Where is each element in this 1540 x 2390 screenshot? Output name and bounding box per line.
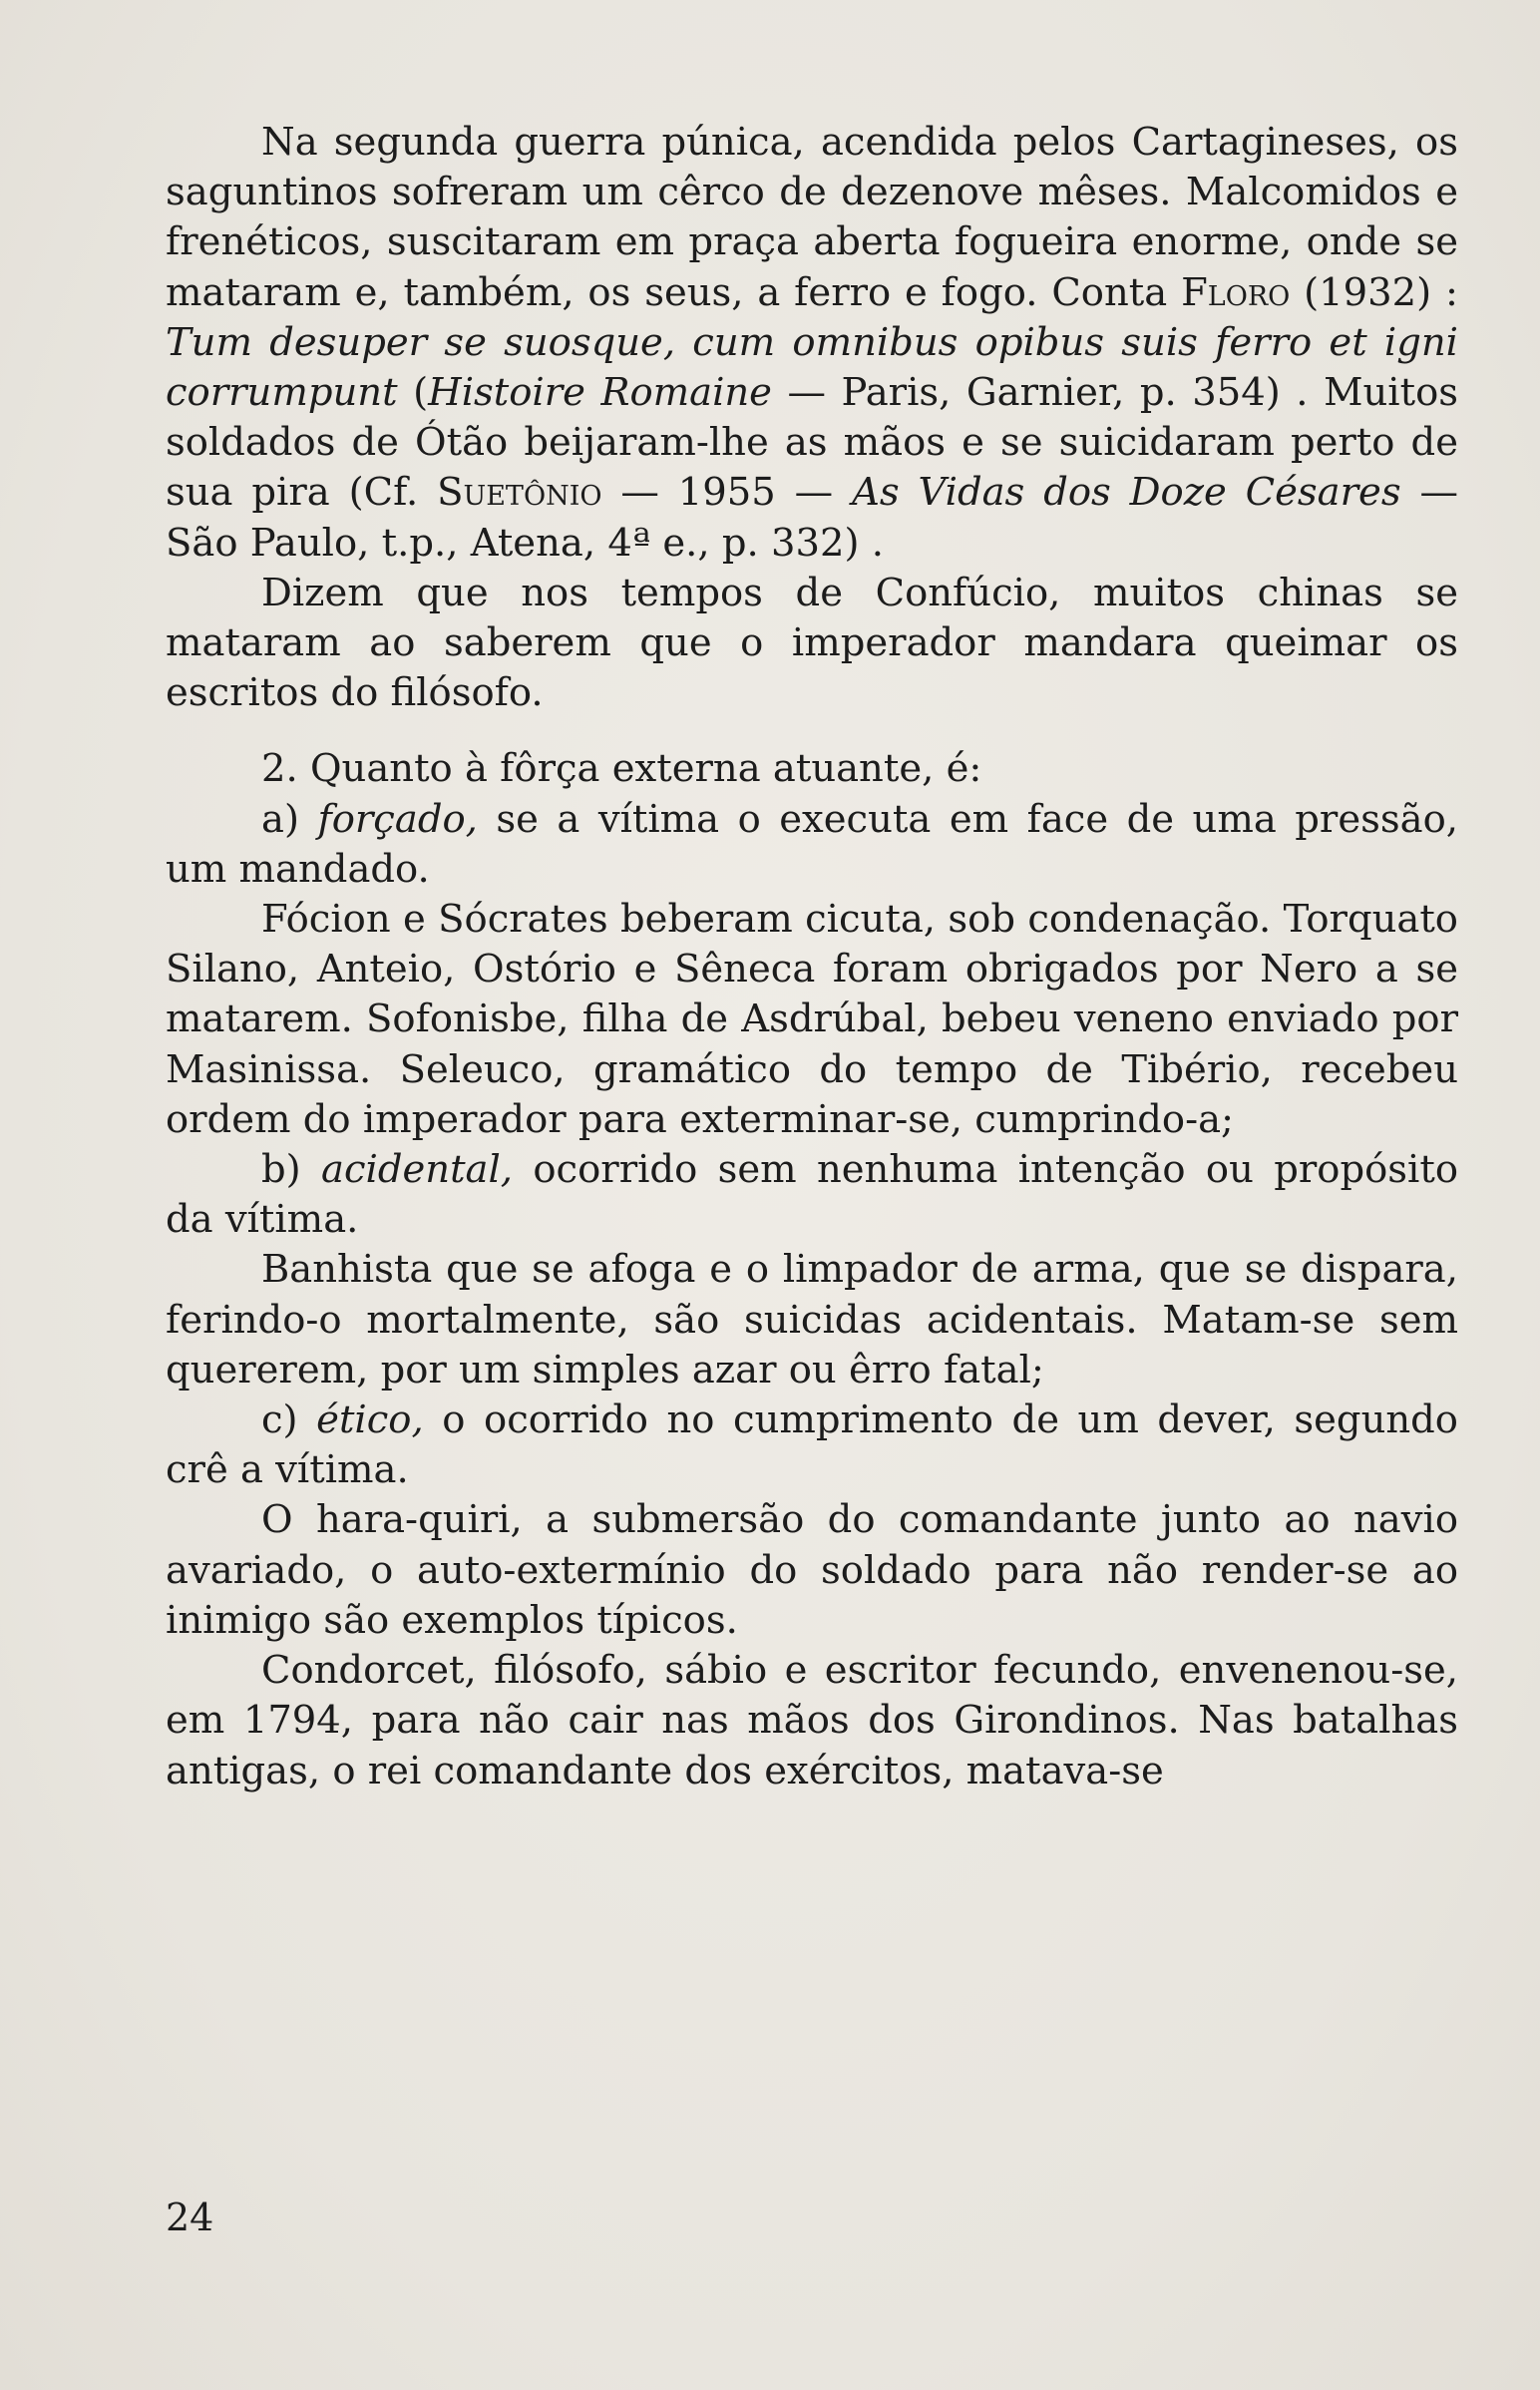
item-term: ético, (316, 1397, 424, 1443)
author-floro: Floro (1181, 269, 1291, 315)
item-term: forçado, (317, 796, 478, 842)
item-label: c) (261, 1397, 317, 1443)
paragraph-focion: Fócion e Sócrates beberam cicuta, sob condenação. Torquato Silano, Anteio, Ostório e Sêneca foram obrigados por Nero a se matarem. Sofonisbe, filha de Asdrúbal, bebeu veneno enviado por Masinissa. Seleuco, gramático do tempo de Tibério, recebeu ordem do imperador para exterminar-se, cumprindo-a; (166, 897, 1458, 1142)
text-run: Na segunda guerra púnica, acendida pelos Cartagineses, os saguntinos sofreram um cêrco de dezenove mêses. Malcomidos e frenéticos, suscitaram em praça aberta fogueira enorme, onde se mataram e, também, os seus, a ferro e fogo. Conta (166, 120, 1458, 315)
text-run: ( (397, 370, 429, 416)
paragraph-confucio: Dizem que nos tempos de Confúcio, muitos chinas se mataram ao saberem que o imperador mandara queimar os escritos do filósofo. (166, 570, 1458, 716)
item-a-forcado (166, 795, 1458, 895)
item-term: acidental, (321, 1147, 514, 1193)
section-heading-forca-externa: 2. Quanto à fôrça externa atuante, é: (261, 746, 982, 792)
item-label: a) (261, 796, 318, 842)
text-run: (1932) : (1290, 269, 1458, 315)
text-run: — São Paulo, t.p., Atena, 4ª e., p. 332) . (166, 470, 1458, 566)
item-b-acidental (166, 1145, 1458, 1245)
work-title-vidas-cesares: As Vidas dos Doze Césares (852, 470, 1401, 516)
item-label: b) (261, 1147, 322, 1193)
item-text: o ocorrido no cumprimento de um dever, segundo crê a vítima. (166, 1397, 1458, 1493)
work-title-histoire-romaine: Histoire Romaine (428, 370, 772, 416)
paragraph-saguntinos (166, 118, 1458, 569)
paragraph-hara-quiri: O hara-quiri, a submersão do comandante junto ao navio avariado, o auto-extermínio do soldado para não render-se ao inimigo são exemplos típicos. (166, 1497, 1458, 1643)
item-c-etico (166, 1395, 1458, 1495)
item-text: ocorrido sem nenhuma intenção ou propósito da vítima. (166, 1147, 1459, 1243)
text-run: — 1955 — (601, 470, 853, 516)
paragraph-banhista: Banhista que se afoga e o limpador de arma, que se dispara, ferindo-o mortalmente, são suicidas acidentais. Matam-se sem quererem, por um simples azar ou êrro fatal; (166, 1247, 1458, 1393)
author-suetonio: Suetônio (437, 470, 602, 516)
page-number: 24 (166, 2195, 214, 2239)
text-run: — Paris, Garnier, p. 354) . Muitos soldados de Ótão beijaram-lhe as mãos e se suicidaram perto de sua pira (Cf. (166, 370, 1459, 516)
item-text: se a vítima o executa em face de uma pressão, um mandado. (166, 796, 1458, 892)
body-text (166, 118, 1458, 1796)
latin-quote: Tum desuper se suosque, cum omnibus opibus suis ferro et igni corrumpunt (166, 319, 1458, 416)
paragraph-condorcet: Condorcet, filósofo, sábio e escritor fecundo, envenenou-se, em 1794, para não cair nas mãos dos Girondinos. Nas batalhas antigas, o rei comandante dos exércitos, matava-se (166, 1648, 1458, 1793)
